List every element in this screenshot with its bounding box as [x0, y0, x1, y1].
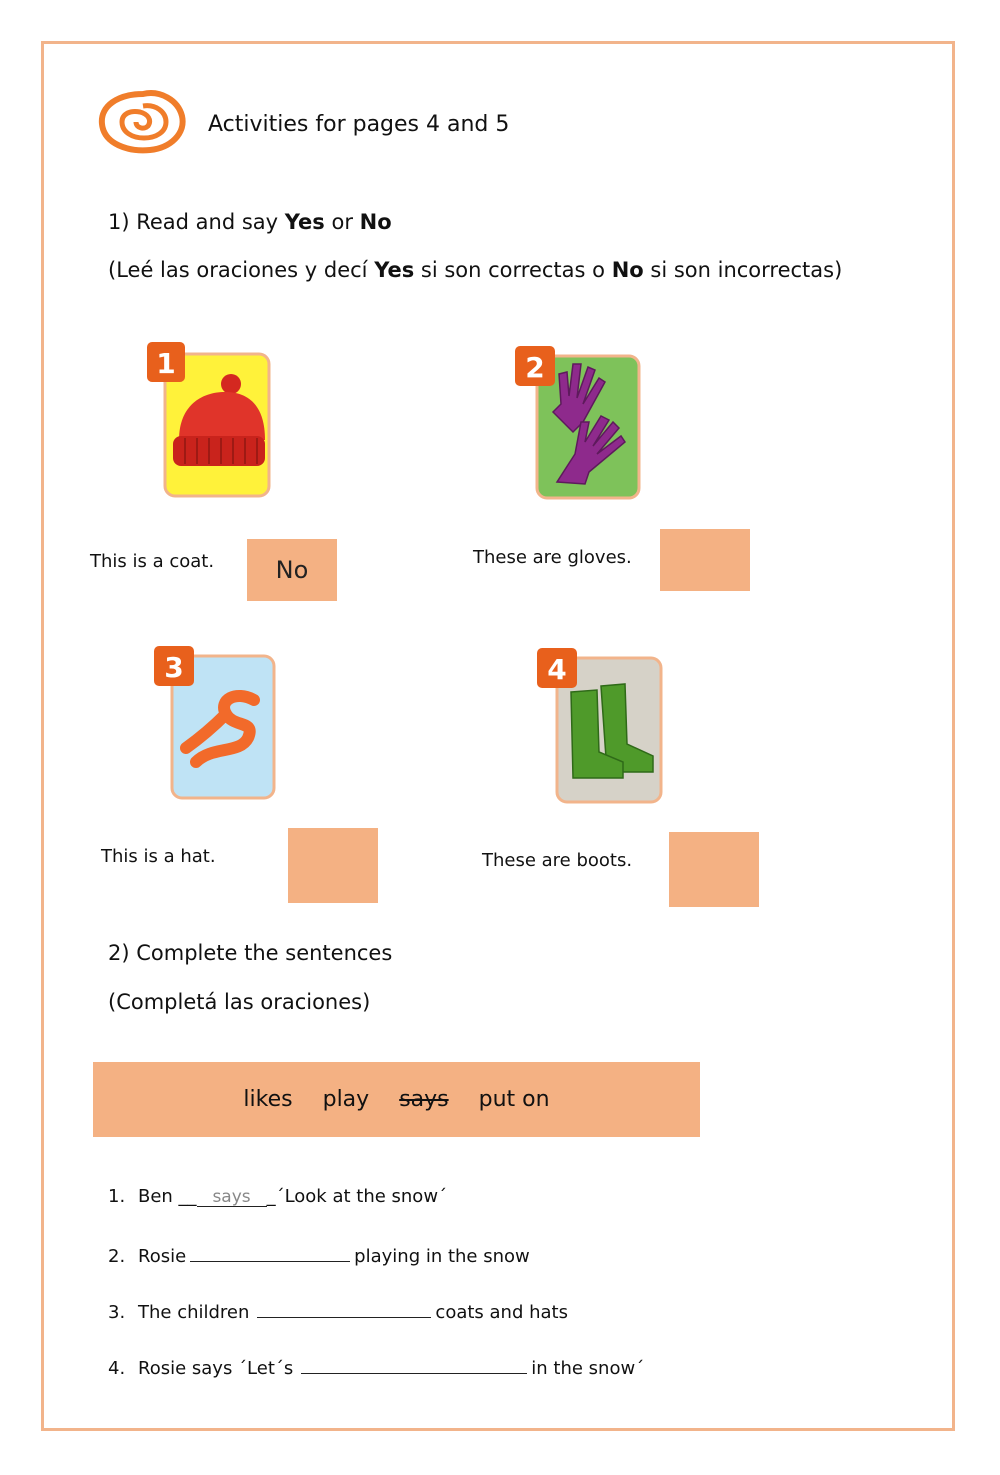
- fill-sentence-1: 1. Ben __ says _´Look at the snow´: [108, 1186, 448, 1207]
- sentence-4: These are boots.: [482, 850, 633, 871]
- card-1: [145, 340, 275, 500]
- fill-sentence-3: 3. The children coats and hats: [108, 1299, 568, 1323]
- card-number: 1: [156, 347, 176, 380]
- answer-box-4[interactable]: [669, 832, 759, 907]
- sentence-2: These are gloves.: [473, 547, 632, 568]
- word-bank: [93, 1062, 700, 1137]
- sentence-3: This is a hat.: [101, 846, 216, 867]
- card-2: [513, 342, 643, 502]
- blank-input-3[interactable]: [257, 1299, 431, 1318]
- answer-box-2[interactable]: [660, 529, 750, 591]
- section2-instruction: 2) Complete the sentences: [108, 941, 393, 965]
- fill-sentence-4: 4. Rosie says ´Let´s in the snow´: [108, 1355, 644, 1379]
- page-title: Activities for pages 4 and 5: [208, 112, 510, 137]
- blank-input-4[interactable]: [301, 1355, 527, 1374]
- blank-input-2[interactable]: [190, 1243, 350, 1262]
- blank-input-1[interactable]: says: [197, 1188, 267, 1207]
- word-bank-item[interactable]: put on: [478, 1087, 550, 1112]
- card-3: [152, 642, 282, 802]
- sentence-1: This is a coat.: [90, 551, 215, 572]
- word-bank-item[interactable]: likes: [243, 1087, 293, 1112]
- word-bank-item-used: says: [399, 1087, 449, 1112]
- fill-sentence-2: 2. Rosie playing in the snow: [108, 1243, 530, 1267]
- card-number: 2: [525, 351, 545, 384]
- section2-instruction-spanish: (Completá las oraciones): [108, 990, 371, 1014]
- swirl-logo-icon: [98, 86, 188, 154]
- card-number: 3: [164, 651, 184, 684]
- word-bank-item[interactable]: play: [322, 1087, 370, 1112]
- section1-instruction: 1) Read and say Yes or No: [108, 210, 392, 234]
- card-number: 4: [547, 653, 567, 686]
- answer-box-3[interactable]: [288, 828, 378, 903]
- section1-instruction-spanish: (Leé las oraciones y decí Yes si son correctas o No si son incorrectas): [108, 258, 843, 282]
- answer-box-1[interactable]: No: [247, 539, 337, 601]
- card-4: [535, 646, 665, 806]
